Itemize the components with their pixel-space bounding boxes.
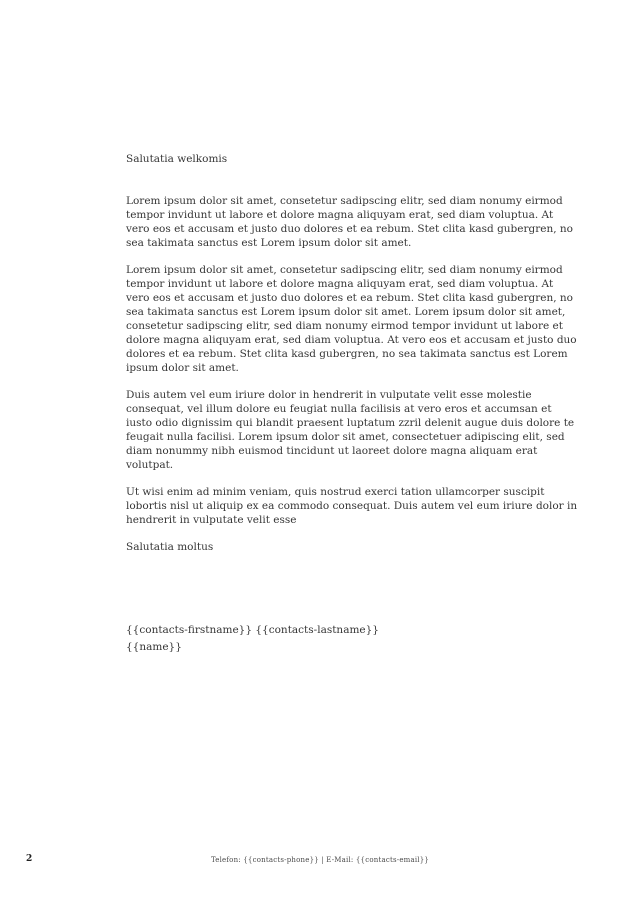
closing-text: Salutatia moltus <box>126 541 214 553</box>
salutation-text: Salutatia welkomis <box>126 153 228 165</box>
footer-contact-line: Telefon: {{contacts-phone}} | E-Mail: {{contacts-email}} <box>210 856 430 864</box>
paragraph: Lorem ipsum dolor sit amet, consetetur sadipscing elitr, sed diam nonumy eirmod tempor invidunt ut labore et dolore magna aliquyam erat, sed diam voluptua. At vero eos et accusam et justo duo dolores et ea rebum. Stet clita kasd gubergren, no sea takimata sanctus est Lorem ipsum dolor sit amet. Lorem ipsum dolor sit amet, consetetur sadipscing elitr, sed diam nonumy eirmod tempor invidunt ut labore et dolore magna aliquyam erat, sed diam voluptua. At vero eos et accusam et justo duo dolores et ea rebum. Stet clita kasd gubergren, no sea takimata sanctus est Lorem ipsum dolor sit amet. <box>126 264 577 374</box>
paragraph: Ut wisi enim ad minim veniam, quis nostrud exerci tation ullamcorper suscipit lobortis nisl ut aliquip ex ea commodo consequat. Duis autem vel eum iriure dolor in hendrerit in vulputate velit esse <box>126 486 578 526</box>
signature-block <box>126 622 578 656</box>
paragraph: Lorem ipsum dolor sit amet, consetetur sadipscing elitr, sed diam nonumy eirmod tempor invidunt ut labore et dolore magna aliquyam erat, sed diam voluptua. At vero eos et accusam et justo duo dolores et ea rebum. Stet clita kasd gubergren, no sea takimata sanctus est Lorem ipsum dolor sit amet. <box>126 195 573 249</box>
signature-name-placeholder: {{name}} <box>126 641 182 653</box>
signature-contact-name: {{contacts-firstname}} {{contacts-lastname}} <box>126 624 379 636</box>
letter-body <box>126 152 578 656</box>
page-footer <box>0 852 640 872</box>
paragraph: Duis autem vel eum iriure dolor in hendrerit in vulputate velit esse molestie consequat, vel illum dolore eu feugiat nulla facilisis at vero eros et accumsan et iusto odio dignissim qui blandit praesent luptatum zzril delenit augue duis dolore te feugait nulla facilisi. Lorem ipsum dolor sit amet, consectetuer adipiscing elit, sed diam nonummy nibh euismod tincidunt ut laoreet dolore magna aliquam erat volutpat. <box>126 389 575 471</box>
page-number: 2 <box>26 854 33 864</box>
